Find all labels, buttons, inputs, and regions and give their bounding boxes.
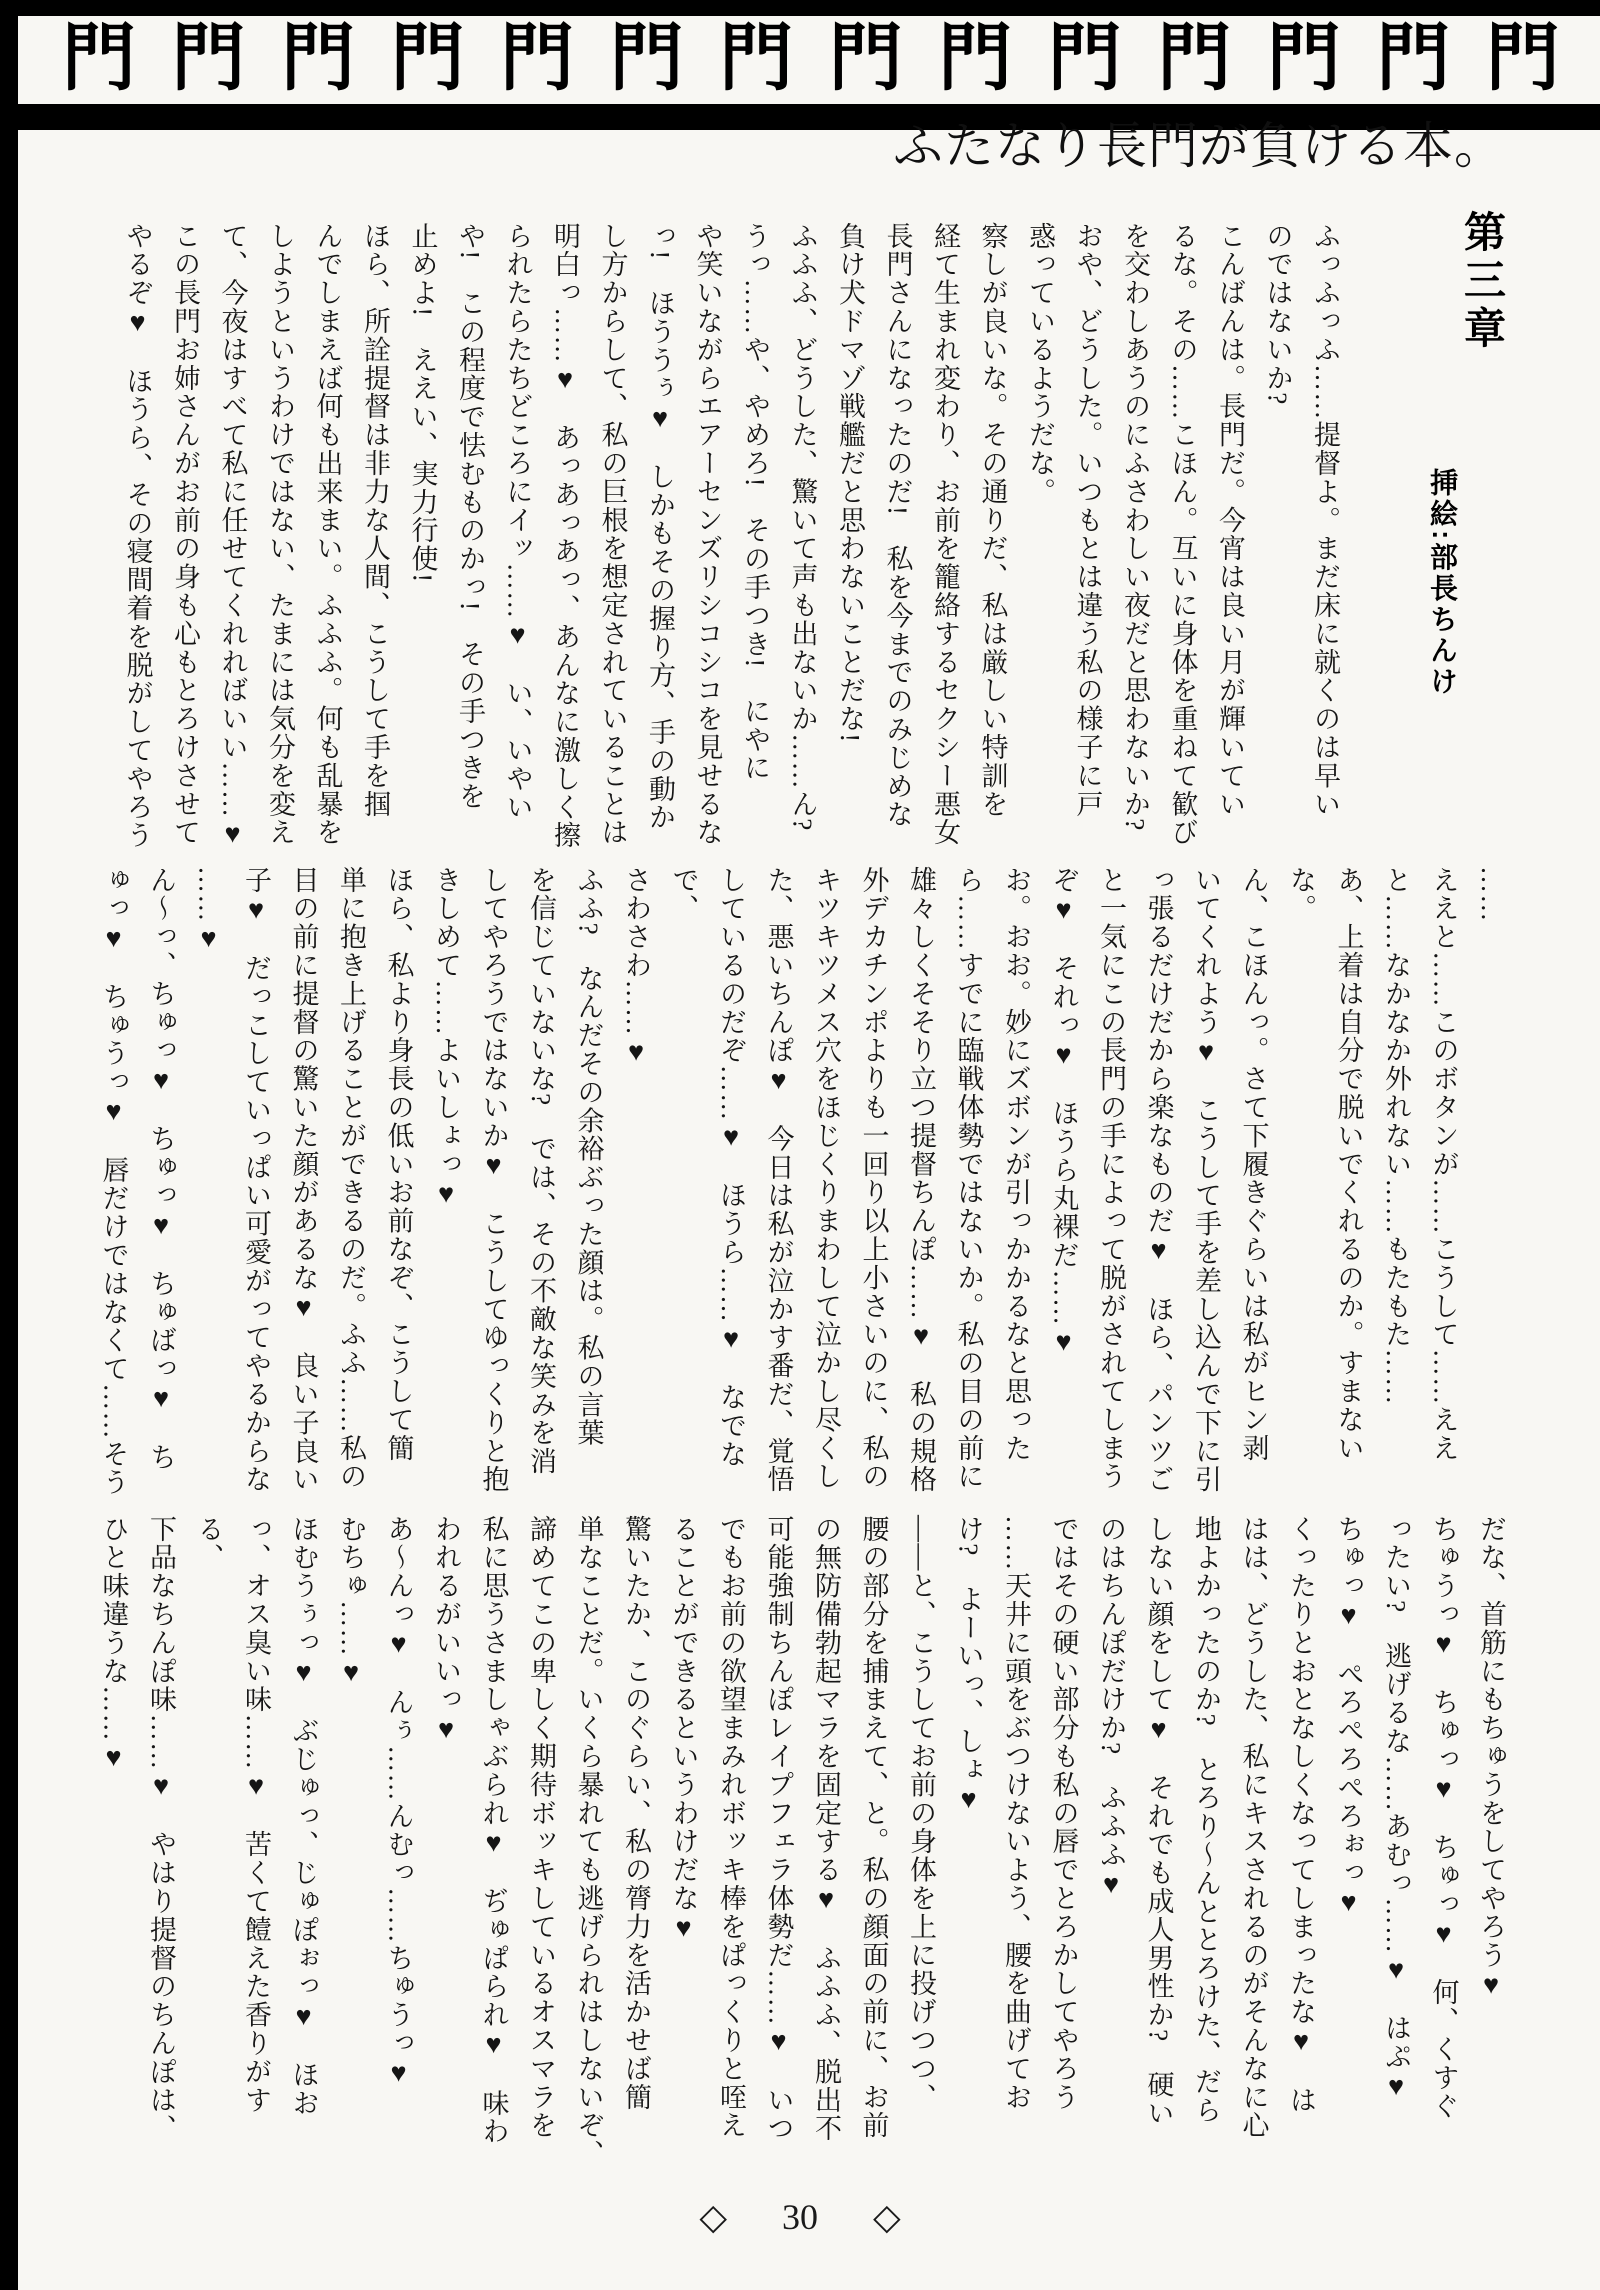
text-column: お。おお。妙にズボンが引っかかるなと思った [1001,866,1031,1463]
left-border-bar [0,0,18,2290]
gate-glyph: 門 [1266,16,1341,99]
text-column: きしめて……よいしょっ♥ [431,866,461,1210]
text-column: のではないか? [1262,222,1293,406]
text-band-1 [113,222,1348,867]
text-column: この長門お姉さんがお前の身も心もとろけさせて [170,222,200,847]
text-column: だな、首筋にもちゅうをしてやろう♥ [1476,1515,1506,2001]
book-title: ふたなり長門が負ける本。 [893,118,1505,174]
text-column: ――と、こうしてお前の身体を上に投げつつ、 [906,1515,936,2112]
text-column: 単なことだ。いくら暴れても逃げられはしないぞ、 [573,1515,604,2169]
chapter-heading: 第三章 [1459,210,1506,354]
gate-glyph: 門 [1157,16,1232,99]
text-column: ふふ? なんだその余裕ぶった顔は。私の言葉 [573,866,604,1448]
text-column: な。 [1286,866,1316,923]
text-column: ふふふ、どうした、驚いて声も出ないか……ん? [787,222,818,832]
text-column: 可能強制ちんぽレイプフェラ体勢だ……♥ いつ [763,1515,794,2143]
text-column: と……なかなか外れない……もたもた…… [1381,866,1411,1406]
gate-ornament-row [62,12,1560,104]
text-column: 止めよ! ええい、実力行使! [407,222,438,584]
text-column: いてくれよう♥ こうして手を差し込んで下に引 [1191,866,1221,1494]
text-column: 私に思うさましゃぶられ♥ ぢゅぱられ♥ 味わ [478,1515,509,2146]
text-column: 子♥ だっこしていっぱい可愛がってやるからな [241,866,271,1494]
text-column: のはちんぽだけか? ふふふ♥ [1096,1515,1126,1901]
gate-glyph: 門 [281,16,356,99]
text-column: はは、どうした、私にキスされるのがそんなに心 [1238,1515,1269,2140]
text-column: し方からして、私の巨根を想定されていることは [597,222,628,847]
text-column: おや、どうした。いつもとは違う私の様子に戸 [1072,222,1103,819]
gate-glyph: 門 [719,16,794,99]
text-column: しているのだぞ……♥ ほうら……♥ なでなで、 [668,866,746,1469]
text-column: われるがいいっ♥ [431,1515,461,1746]
text-column: ひと味違うな……♥ [98,1515,129,1774]
text-column: 明白っ……♥ あっあっあっ、あんなに激しく擦 [550,222,580,850]
text-column: でもお前の欲望まみれボッキ棒をぱっくりと咥え [716,1515,746,2140]
text-column: け? よーいっ、しょ♥ [953,1515,984,1816]
text-column: の無防備勃起マラを固定する♥ ふふふ、脱出不 [811,1515,841,2143]
gate-glyph: 門 [828,16,903,99]
gate-glyph: 門 [1485,16,1560,99]
text-column: っ、オス臭い味……♥ 苦くて饐えた香りがする、 [193,1515,271,2115]
text-column: 諦めてこの卑しく期待ボッキしているオスマラを [526,1515,556,2140]
text-column: と一気にこの長門の手によって脱がされてしまう [1096,866,1126,1491]
text-column: ほら、所詮提督は非力な人間、こうして手を掴 [360,222,390,819]
text-column: っ! ほううぅ♥ しかもその握り方、手の動か [645,222,675,832]
text-column: んでしまえば何も出来まい。ふふふ。何も乱暴を [312,222,343,847]
page-number: 30 [782,2197,818,2237]
footer-diamond-left: ◇ [699,2197,727,2237]
text-column: あ、上着は自分で脱いでくれるのか。すまない [1333,866,1364,1463]
text-column: ……♥ [193,866,224,955]
text-column: ほら、私より身長の低いお前なぞ、こうして簡 [383,866,414,1463]
text-column: や笑いながらエアーセンズリシコシコを見せるな [692,222,723,847]
text-column: を信じていないな? では、その不敵な笑みを消 [526,866,556,1476]
text-column: た、悪いちんぽ♥ 今日は私が泣かす番だ、覚悟 [763,866,794,1494]
text-column: あ〜んっ♥ んぅ……んむっ……ちゅうっ♥ [383,1515,414,2089]
text-column: られたらたちどころにイッ……♥ い、いやい [502,222,533,822]
text-column: ん、こほんっ。さて下履きぐらいは私がヒン剥 [1238,866,1269,1463]
text-column: しようというわけではない、たまには気分を変え [265,222,295,847]
text-column: て、今夜はすべて私に任せてくれればいい……♥ [217,222,248,850]
text-column: ふっふっふ……提督よ。まだ床に就くのは早い [1310,222,1340,819]
text-column: 外デカチンポよりも一回り以上小さいのに、私の [858,866,889,1491]
text-column: 負け犬ドマゾ戦艦だと思わないことだな! [835,222,865,744]
text-column: 経て生まれ変わり、お前を籠絡するセクシー悪女 [930,222,960,847]
text-column: 腰の部分を捕まえて、と。私の顔面の前に、お前 [858,1515,889,2140]
text-column: 地よかったのか? とろり〜んととろけた、だら [1191,1515,1221,2125]
gate-glyph: 門 [500,16,575,99]
text-column: 単に抱き上げることができるのだ。ふふ……私の [336,866,366,1491]
text-column: 長門さんになったのだ! 私を今までのみじめな [882,222,913,829]
text-column: …… [1476,866,1506,923]
text-column: くったりとおとなしくなってしまったな♥ は [1286,1515,1316,2115]
text-band-2 [89,866,1514,1506]
text-column: ほむうぅっ♥ ぶじゅっ、じゅぽぉっ♥ ほお [288,1515,319,2118]
footer-diamond-right: ◇ [873,2197,901,2237]
text-column: うっ……や、やめろ! その手つき! にやに [740,222,770,783]
gate-glyph: 門 [171,16,246,99]
text-column: 察しが良いな。その通りだ、私は厳しい特訓を [977,222,1008,819]
text-column: るな。その……こほん。互いに身体を重ねて歓び [1167,222,1198,847]
text-column: ら……すでに臨戦体勢ではないか。私の目の前に [953,866,984,1491]
text-column: さわさわ……♥ [621,866,651,1068]
text-column: ん〜っ、ちゅっ♥ ちゅっ♥ ちゅばっ♥ ち [146,866,176,1472]
text-column: やるぞ♥ ほうら、その寝間着を脱がしてやろう [122,222,153,850]
text-band-3 [89,1515,1514,2170]
text-column: っ張るだけだから楽なものだ♥ ほら、パンツご [1143,866,1174,1494]
text-column: 雄々しくそそり立つ提督ちんぽ……♥ 私の規格 [906,866,936,1494]
text-column: ちゅっ♥ ぺろぺろぺろぉっ♥ [1333,1515,1364,1919]
gate-glyph: 門 [390,16,465,99]
text-column: 惑っているようだな。 [1025,222,1055,506]
text-column: 下品なちんぽ味……♥ やはり提督のちんぽは、 [146,1515,176,2143]
text-column: ちゅうっ♥ ちゅっ♥ ちゅっ♥ 何、くすぐ [1428,1515,1459,2121]
text-column: キツキツメス穴をほじくりまわして泣かし尽くし [811,866,841,1491]
gate-glyph: 門 [1047,16,1122,99]
text-column: ぞ♥ それっ♥ ほうら丸裸だ……♥ [1048,866,1079,1358]
text-column: を交わしあうのにふさわしい夜だと思わないか? [1120,222,1150,832]
text-column: しない顔をして♥ それでも成人男性か? 硬い [1143,1515,1174,2128]
text-column: ではその硬い部分も私の唇でとろかしてやろう [1048,1515,1079,2112]
text-column: してやろうではないか♥ こうしてゆっくりと抱 [478,866,509,1494]
text-column: ええと……このボタンが……こうして……ええ [1428,866,1459,1463]
text-column: ったい? 逃げるな……あむっ……♥ はぷ♥ [1381,1515,1411,2103]
gate-glyph: 門 [62,16,136,99]
text-column: ゅっ♥ ちゅうっ♥ 唇だけではなくて……そう [98,866,129,1497]
text-column: や! この程度で怯むものかっ! その手つきを [455,222,485,811]
gate-glyph: 門 [1376,16,1451,99]
page-footer [0,2196,1600,2238]
text-column: 目の前に提督の驚いた顔があるな♥ 良い子良い [288,866,319,1494]
text-column: ……天井に頭をぶつけないよう、腰を曲げてお [1001,1515,1031,2112]
text-column: 驚いたか、このぐらい、私の膂力を活かせば簡 [621,1515,651,2112]
text-column: ることができるというわけだな♥ [668,1515,699,1944]
gate-glyph: 門 [938,16,1013,99]
gate-glyph: 門 [609,16,684,99]
text-column: むちゅ……♥ [336,1515,366,1689]
text-column: こんばんは。長門だ。今宵は良い月が輝いてい [1215,222,1245,819]
illustrator-credit: 挿絵:部長ちんけ [1427,468,1458,698]
